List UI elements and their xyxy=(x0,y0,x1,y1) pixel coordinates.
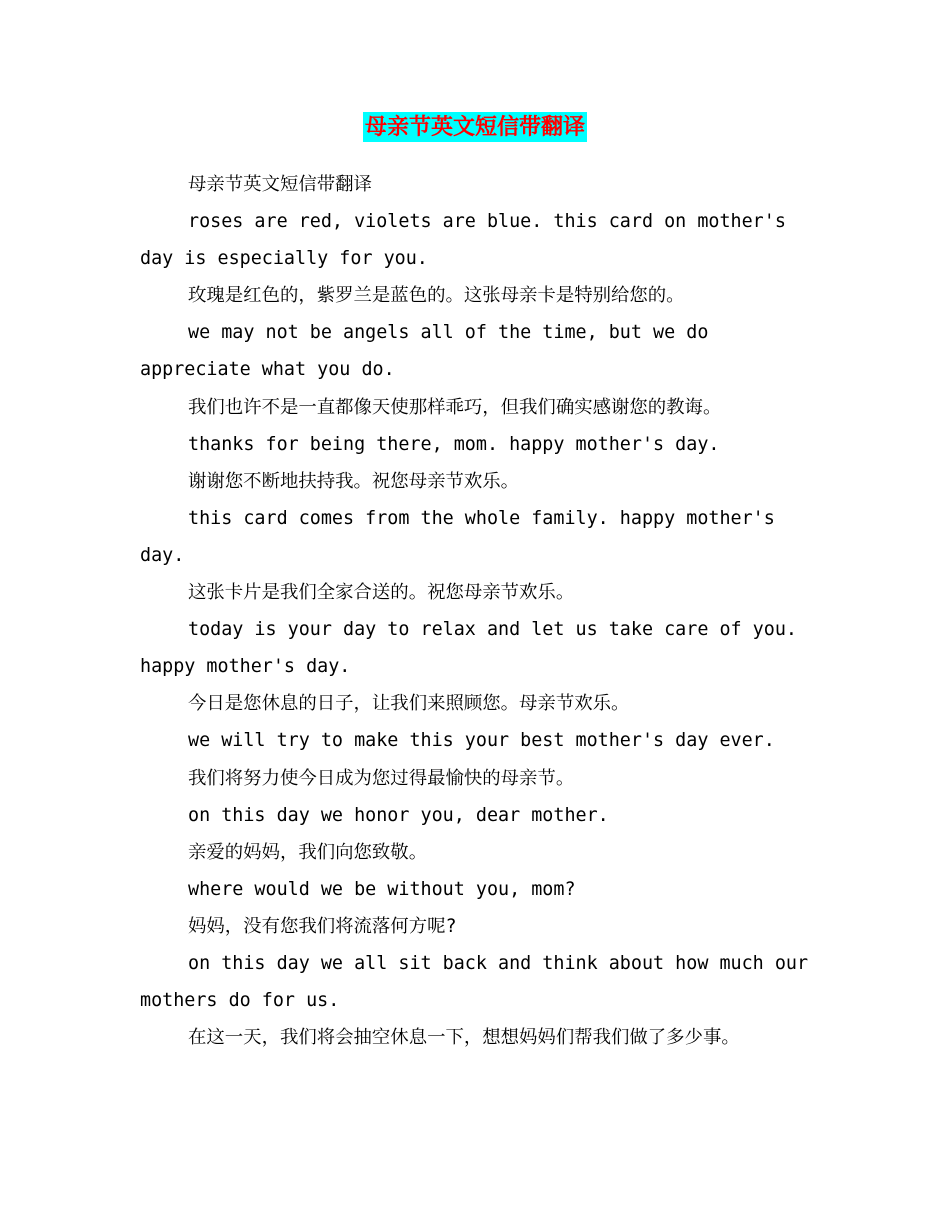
paragraph: we may not be angels all of the time, but we do appreciate what you do. xyxy=(140,322,709,381)
title-container xyxy=(0,112,950,142)
paragraph: thanks for being there, mom. happy mother's day. xyxy=(188,433,720,455)
paragraph: on this day we all sit back and think about how much our mothers do for us. xyxy=(140,952,809,1012)
paragraph: 今日是您休息的日子，让我们来照顾您。母亲节欢乐。 xyxy=(188,693,630,715)
paragraph: 玫瑰是红色的，紫罗兰是蓝色的。这张母亲卡是特别给您的。 xyxy=(188,285,685,307)
paragraph: 妈妈，没有您我们将流落何方呢? xyxy=(188,915,457,937)
paragraph: this card comes from the whole family. happy mother's day. xyxy=(140,507,775,566)
paragraph: we will try to make this your best mother's day ever. xyxy=(188,730,775,752)
paragraph: 这张卡片是我们全家合送的。祝您母亲节欢乐。 xyxy=(188,582,575,604)
paragraph: 母亲节英文短信带翻译 xyxy=(188,174,372,195)
paragraph: where would we be without you, mom? xyxy=(188,878,576,900)
paragraph: roses are red, violets are blue. this card on mother's day is especially for you. xyxy=(140,211,786,270)
document-body xyxy=(140,166,820,1056)
paragraph: 亲爱的妈妈，我们向您致敬。 xyxy=(188,841,428,863)
paragraph: 我们也许不是一直都像天使那样乖巧，但我们确实感谢您的教诲。 xyxy=(188,396,722,418)
page-title: 母亲节英文短信带翻译 xyxy=(364,114,585,140)
paragraph: 谢谢您不断地扶持我。祝您母亲节欢乐。 xyxy=(188,470,520,492)
paragraph: 我们将努力使今日成为您过得最愉快的母亲节。 xyxy=(188,767,575,789)
paragraph: 在这一天，我们将会抽空休息一下，想想妈妈们帮我们做了多少事。 xyxy=(188,1027,740,1049)
paragraph: today is your day to relax and let us take care of you. happy mother's day. xyxy=(140,619,797,678)
paragraph: on this day we honor you, dear mother. xyxy=(188,804,609,826)
